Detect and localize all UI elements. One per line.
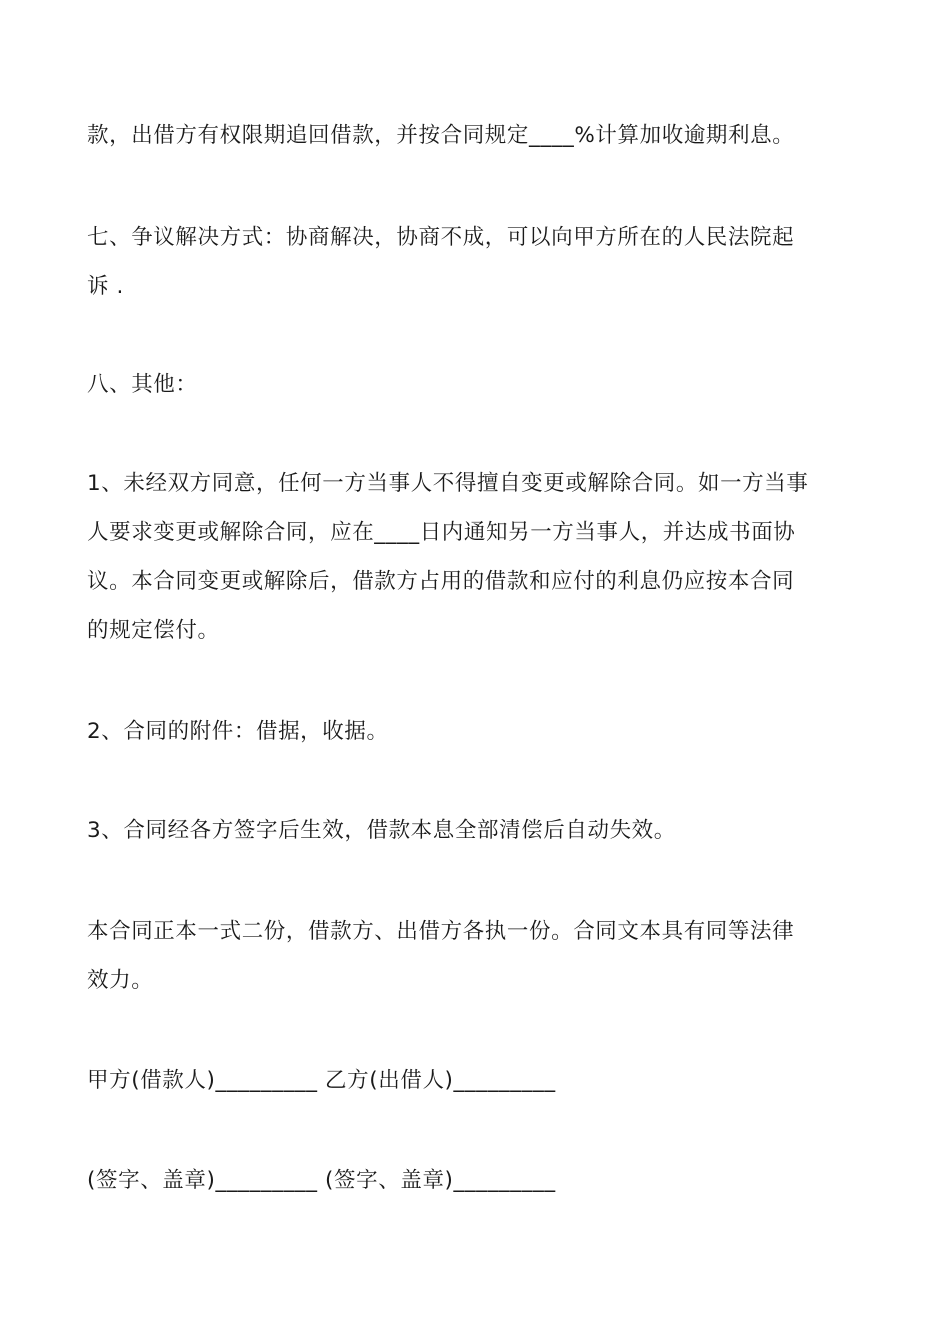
text-line: 款，出借方有权限期追回借款，并按合同规定____%计算加收逾期利息。 (87, 123, 795, 148)
text-line: 效力。 (87, 968, 154, 993)
paragraph-clause-3 (87, 806, 867, 855)
text-line: 3、合同经各方签字后生效，借款本息全部清偿后自动失效。 (87, 818, 676, 843)
paragraph-copies (87, 907, 867, 1005)
paragraph-clause-2 (87, 707, 867, 756)
paragraph-clause-1 (87, 459, 867, 655)
paragraph-dispute-resolution (87, 213, 867, 311)
signature-seal-line (87, 1156, 867, 1205)
text-line: 1、未经双方同意，任何一方当事人不得擅自变更或解除合同。如一方当事 (87, 471, 809, 496)
signature-parties-line (87, 1056, 867, 1105)
text-line: 七、争议解决方式：协商解决，协商不成，可以向甲方所在的人民法院起 (87, 225, 795, 250)
text-line: 诉 . (87, 274, 124, 299)
text-line: 人要求变更或解除合同，应在____日内通知另一方当事人，并达成书面协 (87, 520, 796, 545)
text-line: 甲方(借款人)_________ 乙方(出借人)_________ (87, 1068, 556, 1093)
paragraph-overdue-interest (87, 111, 867, 160)
text-line: 八、其他： (87, 372, 198, 397)
text-line: 的规定偿付。 (87, 618, 220, 643)
text-line: 本合同正本一式二份，借款方、出借方各执一份。合同文本具有同等法律 (87, 919, 795, 944)
text-line: 议。本合同变更或解除后，借款方占用的借款和应付的利息仍应按本合同 (87, 569, 795, 594)
paragraph-other-heading (87, 360, 867, 409)
text-line: 2、合同的附件：借据，收据。 (87, 719, 389, 744)
text-line: (签字、盖章)_________ (签字、盖章)_________ (87, 1168, 556, 1193)
